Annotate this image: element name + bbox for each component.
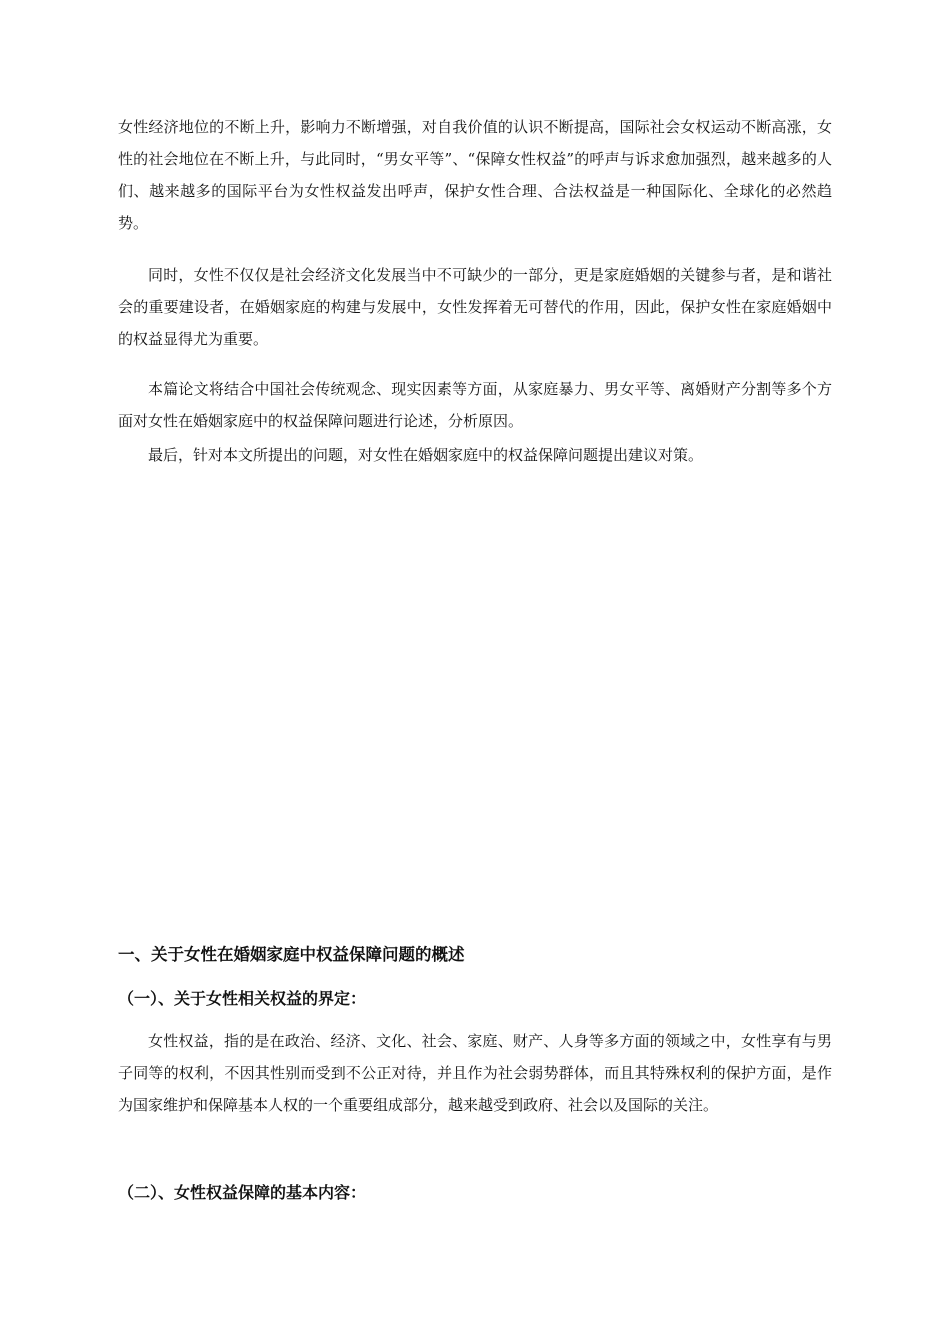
subsection-1-body: 女性权益，指的是在政治、经济、文化、社会、家庭、财产、人身等多方面的领域之中，女性享有与男子同等的权利，不因其性别而受到不公正对待，并且作为社会弱势群体，而且其特殊权利的保护方面，是作为国家维护和保障基本人权的一个重要组成部分，越来越受到政府、社会以及国际的关注。 (118, 1032, 832, 1114)
subsection-heading-2: （二）、女性权益保障的基本内容： (118, 1183, 367, 1202)
intro-paragraph-4: 最后，针对本文所提出的问题，对女性在婚姻家庭中的权益保障问题提出建议对策。 (148, 446, 704, 464)
intro-paragraph-1: 女性经济地位的不断上升，影响力不断增强，对自我价值的认识不断提高，国际社会女权运动不断高涨，女性的社会地位在不断上升，与此同时，“男女平等”、“保障女性权益”的呼声与诉求愈加强烈，越来越多的人们、越来越多的国际平台为女性权益发出呼声，保护女性合理、合法权益是一种国际化、全球化的必然趋势。 (118, 118, 832, 232)
intro-paragraph-2: 同时，女性不仅仅是社会经济文化发展当中不可缺少的一部分，更是家庭婚姻的关键参与者，是和谐社会的重要建设者，在婚姻家庭的构建与发展中，女性发挥着无可替代的作用，因此，保护女性在家庭婚姻中的权益显得尤为重要。 (118, 266, 832, 348)
section-heading: 一、关于女性在婚姻家庭中权益保障问题的概述 (118, 945, 465, 964)
subsection-heading-1: （一）、关于女性相关权益的界定： (118, 989, 367, 1008)
intro-paragraph-3: 本篇论文将结合中国社会传统观念、现实因素等方面，从家庭暴力、男女平等、离婚财产分割等多个方面对女性在婚姻家庭中的权益保障问题进行论述，分析原因。 (118, 380, 832, 430)
